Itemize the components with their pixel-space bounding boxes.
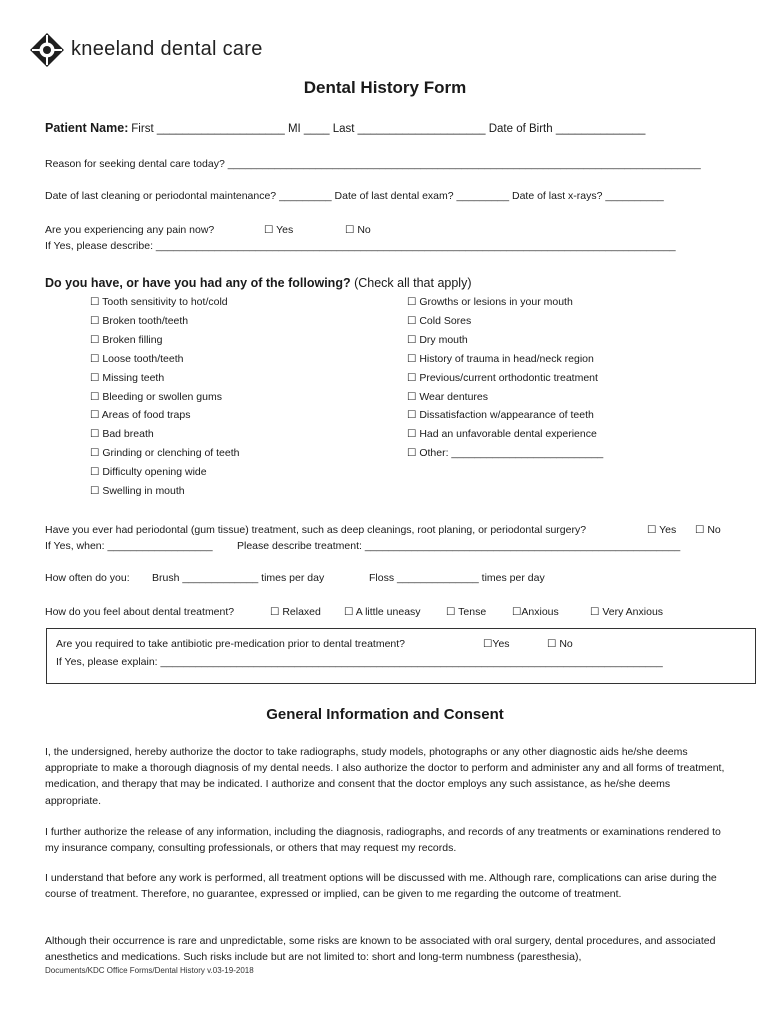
antibiotic-question: Are you required to take antibiotic pre-medication prior to dental treatment?: [56, 638, 406, 650]
pain-yes-checkbox[interactable]: ☐ Yes: [264, 224, 294, 236]
consent-paragraph-2: I further authorize the release of any information, including the diagnosis, radiographs, and records of any treatments or examinations rendered to my insurance company, consulting professionals, or others that may request my records.: [45, 826, 721, 855]
brush-field[interactable]: Brush _____________ times per day: [152, 572, 325, 584]
feel-relaxed-checkbox[interactable]: ☐ Relaxed: [270, 606, 321, 618]
perio-no-checkbox[interactable]: ☐ No: [695, 524, 721, 536]
feel-uneasy-checkbox[interactable]: ☐ A little uneasy: [344, 606, 421, 618]
consent-paragraph-3: I understand that before any work is performed, all treatment options will be discussed with me. Although rare, complications can arise during the course of treatment. Therefore, no guarantee, expressed or implied, can be given to me regarding the outcome of treatment.: [45, 872, 717, 901]
feel-tense-checkbox[interactable]: ☐ Tense: [446, 606, 487, 618]
feel-very-anxious-checkbox[interactable]: ☐ Very Anxious: [590, 606, 664, 618]
condition-left-checkbox-item[interactable]: ☐ Grinding or clenching of teeth: [90, 447, 240, 460]
condition-left-checkbox-item[interactable]: ☐ Bad breath: [90, 428, 154, 441]
conditions-heading: [45, 276, 472, 290]
perio-describe-field[interactable]: Please describe treatment: ______________________________________________________: [237, 540, 681, 552]
condition-right-checkbox-item[interactable]: ☐ Cold Sores: [407, 314, 472, 327]
consent-paragraph-1: I, the undersigned, hereby authorize the doctor to take radiographs, study models, photographs or any other diagnostic aids he/she deems appropriate to make a thorough diagnosis of my dental needs. I also authorize the doctor to perform and administer any and all forms of treatment, medication, and therapy that may be indicated. I authorize and consent that the doctor employs any such assistance, as he/she deems appropriate.: [45, 746, 725, 807]
footer-doc-path: Documents/KDC Office Forms/Dental History v.03-19-2018: [45, 966, 254, 975]
tooth-diamond-logo-icon: [29, 32, 65, 68]
conditions-heading-note: (Check all that apply): [354, 276, 472, 290]
condition-left-checkbox-item[interactable]: ☐ Difficulty opening wide: [90, 466, 207, 479]
form-title: Dental History Form: [303, 78, 467, 97]
condition-right-checkbox-item[interactable]: ☐ Dissatisfaction w/appearance of teeth: [407, 409, 594, 422]
patient-name-fields[interactable]: First ____________________ MI ____ Last ____________________ Date of Birth ______________: [131, 123, 646, 135]
pain-describe-field[interactable]: If Yes, please describe: _________________________________________________________________________________________: [45, 240, 676, 252]
frequency-label: How often do you:: [45, 572, 130, 584]
patient-name-row: [45, 121, 645, 135]
condition-left-checkbox-item[interactable]: ☐ Missing teeth: [90, 371, 165, 384]
condition-left-checkbox-item[interactable]: ☐ Bleeding or swollen gums: [90, 390, 222, 403]
condition-right-checkbox-item[interactable]: ☐ History of trauma in head/neck region: [407, 352, 594, 365]
floss-field[interactable]: Floss ______________ times per day: [369, 572, 545, 584]
condition-right-checkbox-item[interactable]: ☐ Growths or lesions in your mouth: [407, 296, 573, 308]
feel-anxious-checkbox[interactable]: ☐Anxious: [512, 606, 559, 618]
feel-question: How do you feel about dental treatment?: [45, 606, 235, 618]
condition-right-checkbox-item[interactable]: ☐ Dry mouth: [407, 333, 468, 346]
condition-left-checkbox-item[interactable]: ☐ Loose tooth/teeth: [90, 352, 184, 365]
condition-left-checkbox-item[interactable]: ☐ Broken filling: [90, 333, 163, 346]
condition-left-checkbox-item[interactable]: ☐ Broken tooth/teeth: [90, 314, 189, 327]
antibiotic-explain-field[interactable]: If Yes, please explain: ______________________________________________________________________________________: [56, 656, 663, 668]
condition-left-checkbox-item[interactable]: ☐ Tooth sensitivity to hot/cold: [90, 296, 228, 308]
antibiotic-yes-checkbox[interactable]: ☐Yes: [483, 638, 510, 650]
condition-left-checkbox-item[interactable]: ☐ Swelling in mouth: [90, 485, 185, 497]
consent-heading: General Information and Consent: [266, 706, 504, 723]
patient-name-label: Patient Name:: [45, 121, 129, 135]
condition-right-checkbox-item[interactable]: ☐ Had an unfavorable dental experience: [407, 428, 597, 441]
antibiotic-no-checkbox[interactable]: ☐ No: [547, 638, 573, 650]
perio-question: Have you ever had periodontal (gum tissue) treatment, such as deep cleanings, root planing, or periodontal surgery?: [45, 524, 587, 536]
condition-left-checkbox-item[interactable]: ☐ Areas of food traps: [90, 409, 191, 422]
condition-right-checkbox-item[interactable]: ☐ Previous/current orthodontic treatment: [407, 371, 598, 384]
perio-yes-checkbox[interactable]: ☐ Yes: [647, 524, 677, 536]
brand-name: kneeland dental care: [71, 38, 263, 60]
reason-field[interactable]: Reason for seeking dental care today? _________________________________________________________________________________: [45, 158, 701, 170]
condition-right-checkbox-item[interactable]: ☐ Other: __________________________: [407, 447, 604, 460]
last-visit-dates-field[interactable]: Date of last cleaning or periodontal maintenance? _________ Date of last dental exam? _________ Date of last x-rays? __________: [45, 190, 664, 202]
pain-no-checkbox[interactable]: ☐ No: [345, 224, 371, 236]
consent-paragraph-4: Although their occurrence is rare and unpredictable, some risks are known to be associated with oral surgery, dental procedures, and associated anesthetics and medications. Such risks include but are not limited to: short and long-term numbness (paresthesia),: [45, 935, 716, 964]
condition-right-checkbox-item[interactable]: ☐ Wear dentures: [407, 390, 489, 403]
conditions-heading-text: Do you have, or have you had any of the following?: [45, 276, 351, 290]
pain-question: Are you experiencing any pain now?: [45, 224, 215, 236]
perio-when-field[interactable]: If Yes, when: __________________: [45, 540, 213, 552]
